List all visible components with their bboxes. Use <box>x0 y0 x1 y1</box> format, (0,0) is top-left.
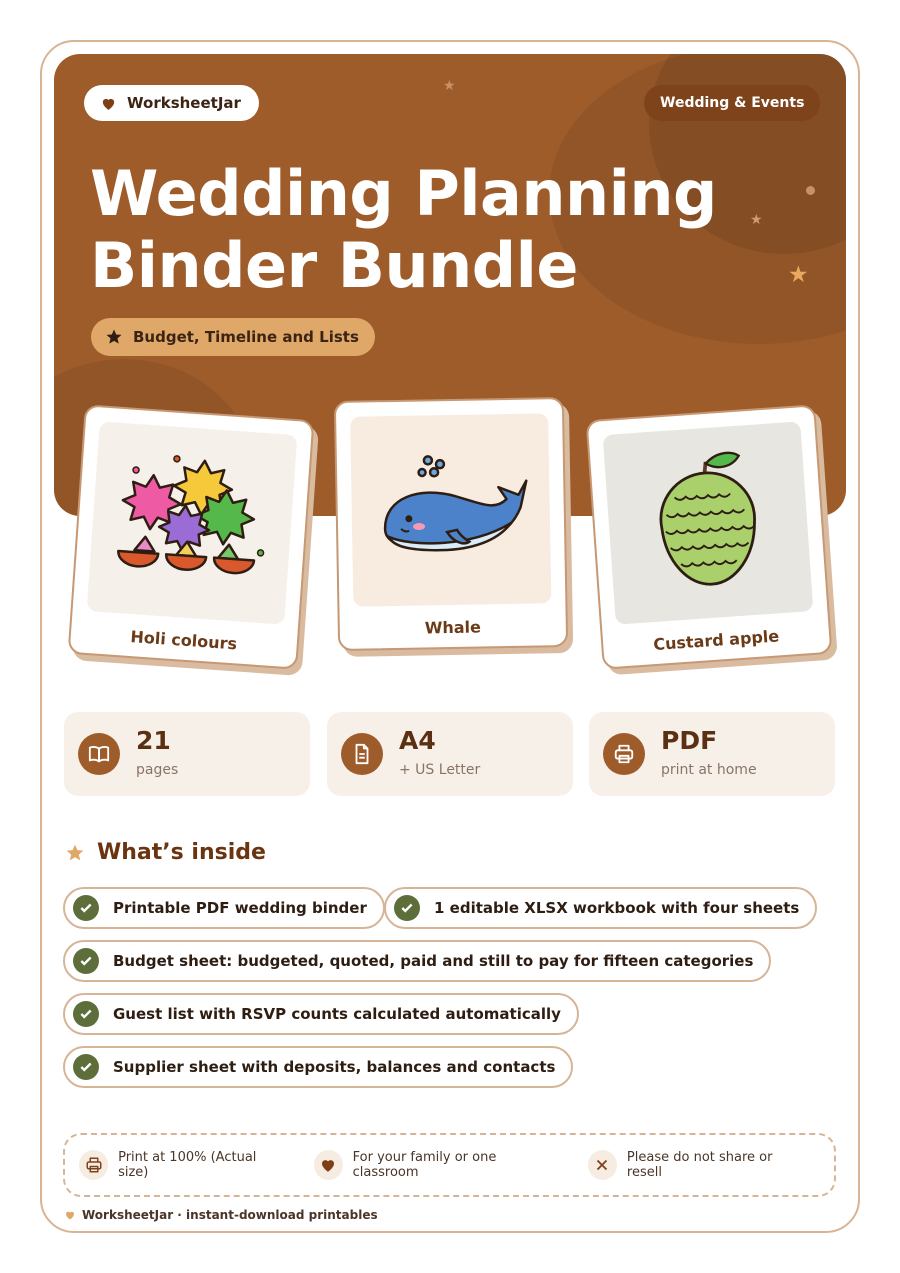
note-text: Print at 100% (Actual size) <box>118 1150 257 1180</box>
document-icon <box>351 743 373 765</box>
subtitle-text: Budget, Timeline and Lists <box>133 328 359 346</box>
section-title <box>65 840 266 865</box>
dot-decoration-icon <box>806 186 815 195</box>
feature-text: Supplier sheet with deposits, balances and contacts <box>113 1058 556 1076</box>
usage-notes <box>63 1133 836 1197</box>
stat-label: + US Letter <box>399 762 481 778</box>
card-caption-whale: Whale <box>424 617 482 638</box>
illustration-card-whale <box>334 397 568 651</box>
feature-item <box>63 993 579 1035</box>
card-caption-holi: Holi colours <box>129 627 238 654</box>
illustration-card-custard-apple <box>586 404 833 669</box>
printer-icon <box>613 743 635 765</box>
feature-item <box>384 887 817 929</box>
subtitle-badge <box>91 318 375 356</box>
page-title <box>90 158 730 302</box>
whale-illustration <box>370 449 532 572</box>
star-decoration-icon: ★ <box>788 262 809 288</box>
category-badge: Wedding & Events <box>644 85 820 121</box>
section-title-text: What’s inside <box>97 840 266 865</box>
check-icon <box>394 895 420 921</box>
brand-badge <box>84 85 259 121</box>
star-icon <box>65 843 85 863</box>
heart-icon <box>319 1156 337 1174</box>
printer-icon <box>85 1156 103 1174</box>
heart-icon <box>64 1209 76 1221</box>
feature-text: Printable PDF wedding binder <box>113 899 367 917</box>
feature-text: 1 editable XLSX workbook with four sheets <box>434 899 800 917</box>
note-item <box>588 1150 806 1180</box>
note-text: For your family or one classroom <box>352 1150 497 1180</box>
feature-item <box>63 887 385 929</box>
feature-text: Guest list with RSVP counts calculated automatically <box>113 1005 561 1023</box>
heart-icon <box>100 95 117 112</box>
stat-value: 21 <box>136 726 171 755</box>
stat-label: pages <box>136 762 179 778</box>
check-icon <box>73 895 99 921</box>
check-icon <box>73 1001 99 1027</box>
stat-paper-size <box>327 712 573 796</box>
footer-text: WorksheetJar · instant-download printables <box>82 1208 378 1222</box>
note-item <box>79 1150 286 1180</box>
feature-item <box>63 1046 573 1088</box>
star-decoration-icon: ★ <box>443 78 456 94</box>
illustration-card-holi <box>68 404 315 669</box>
stat-pages <box>64 712 310 796</box>
stat-label: print at home <box>661 762 757 778</box>
note-item <box>314 1150 560 1180</box>
check-icon <box>73 1054 99 1080</box>
holi-colours-illustration <box>104 442 279 603</box>
feature-item <box>63 940 771 982</box>
stat-value: PDF <box>661 726 718 755</box>
custard-apple-illustration <box>638 444 778 603</box>
book-icon <box>88 743 110 765</box>
star-decoration-icon: ★ <box>750 212 763 228</box>
title-line-2: Binder Bundle <box>90 229 578 302</box>
title-line-1: Wedding Planning <box>90 157 717 230</box>
footer <box>64 1208 378 1222</box>
card-caption-custard-apple: Custard apple <box>652 626 780 655</box>
check-icon <box>73 948 99 974</box>
feature-text: Budget sheet: budgeted, quoted, paid and still to pay for fifteen categories <box>113 952 754 970</box>
brand-name: WorksheetJar <box>127 94 241 112</box>
close-icon <box>593 1156 611 1174</box>
star-icon <box>105 328 123 346</box>
stat-value: A4 <box>399 726 436 755</box>
stat-format <box>589 712 835 796</box>
note-text: Please do not share or resell <box>626 1150 773 1180</box>
